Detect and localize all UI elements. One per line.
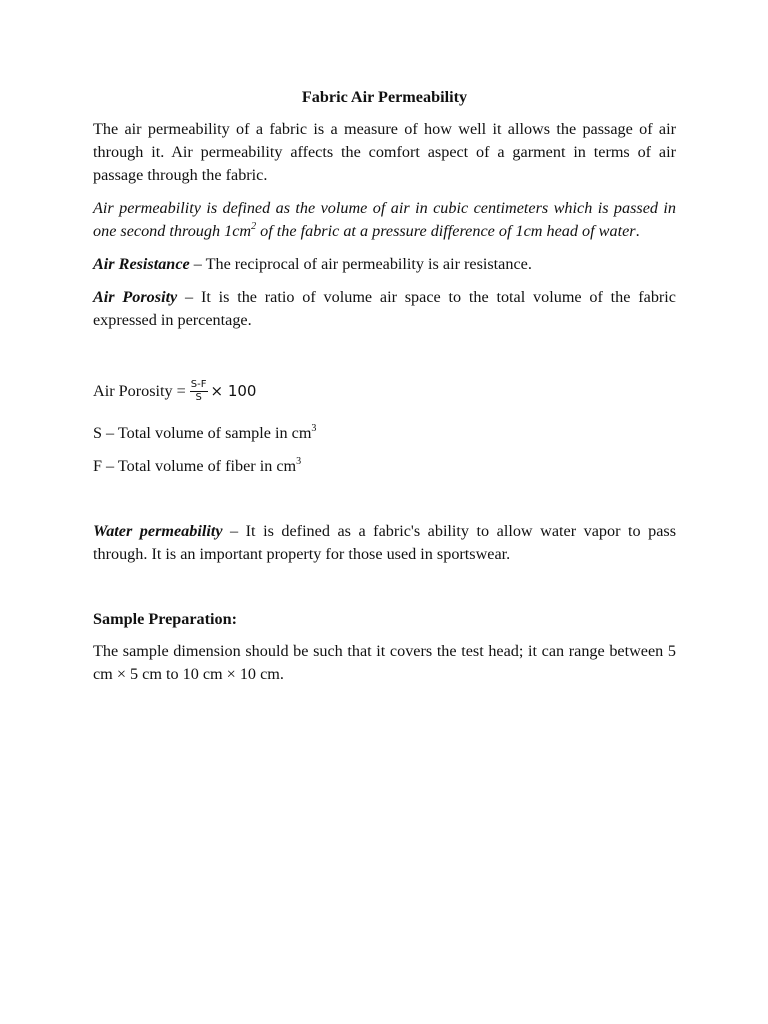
document-page [93, 86, 676, 696]
definition-f [93, 455, 676, 478]
intro-paragraph: The air permeability of a fabric is a measure of how well it allows the passage of air through it. Air permeability affects the comfort aspect of a garment in terms of air passage through the fabric. [93, 120, 676, 184]
formula-label: Air Porosity = [93, 381, 186, 400]
air-resistance-paragraph [93, 253, 676, 276]
sample-preparation-paragraph: The sample dimension should be such that it covers the test head; it can range between 5 cm × 5 cm to 10 cm × 10 cm. [93, 642, 676, 683]
water-permeability-paragraph [93, 520, 676, 566]
definition-s [93, 422, 676, 445]
air-porosity-text: – It is the ratio of volume air space to the total volume of the fabric expressed in percentage. [93, 288, 676, 329]
definition-paragraph [93, 197, 676, 243]
definition-f-text: F – Total volume of fiber in cm [93, 457, 297, 475]
definition-superscript: 2 [251, 220, 257, 232]
formula-multiplier: × 100 [210, 381, 257, 400]
air-porosity-formula [93, 376, 676, 406]
formula-numerator: S-F [190, 378, 207, 390]
definition-text-end: of the fabric at a pressure difference of 1cm head of water [256, 222, 636, 240]
document-title: Fabric Air Permeability [301, 88, 468, 106]
air-porosity-term: Air Porosity [93, 288, 178, 306]
formula-denominator: S [195, 391, 202, 403]
air-resistance-term: Air Resistance [93, 255, 190, 273]
definition-s-superscript: 3 [311, 422, 317, 434]
definition-f-superscript: 3 [296, 455, 302, 467]
formula-fraction [190, 379, 208, 404]
sample-preparation-heading: Sample Preparation: [93, 610, 238, 628]
definition-period: . [635, 222, 640, 240]
air-resistance-text: – The reciprocal of air permeability is air resistance. [189, 255, 532, 273]
definition-text-start: Air permeability is defined as the volume of air in cubic centimeters which is passed in one second through 1cm [93, 199, 676, 240]
water-permeability-term: Water permeability [93, 522, 223, 540]
water-permeability-text: – It is defined as a fabric's ability to allow water vapor to pass through. It is an important property for those used in sportswear. [93, 522, 676, 563]
definition-s-text: S – Total volume of sample in cm [93, 424, 312, 442]
air-porosity-paragraph [93, 286, 676, 332]
